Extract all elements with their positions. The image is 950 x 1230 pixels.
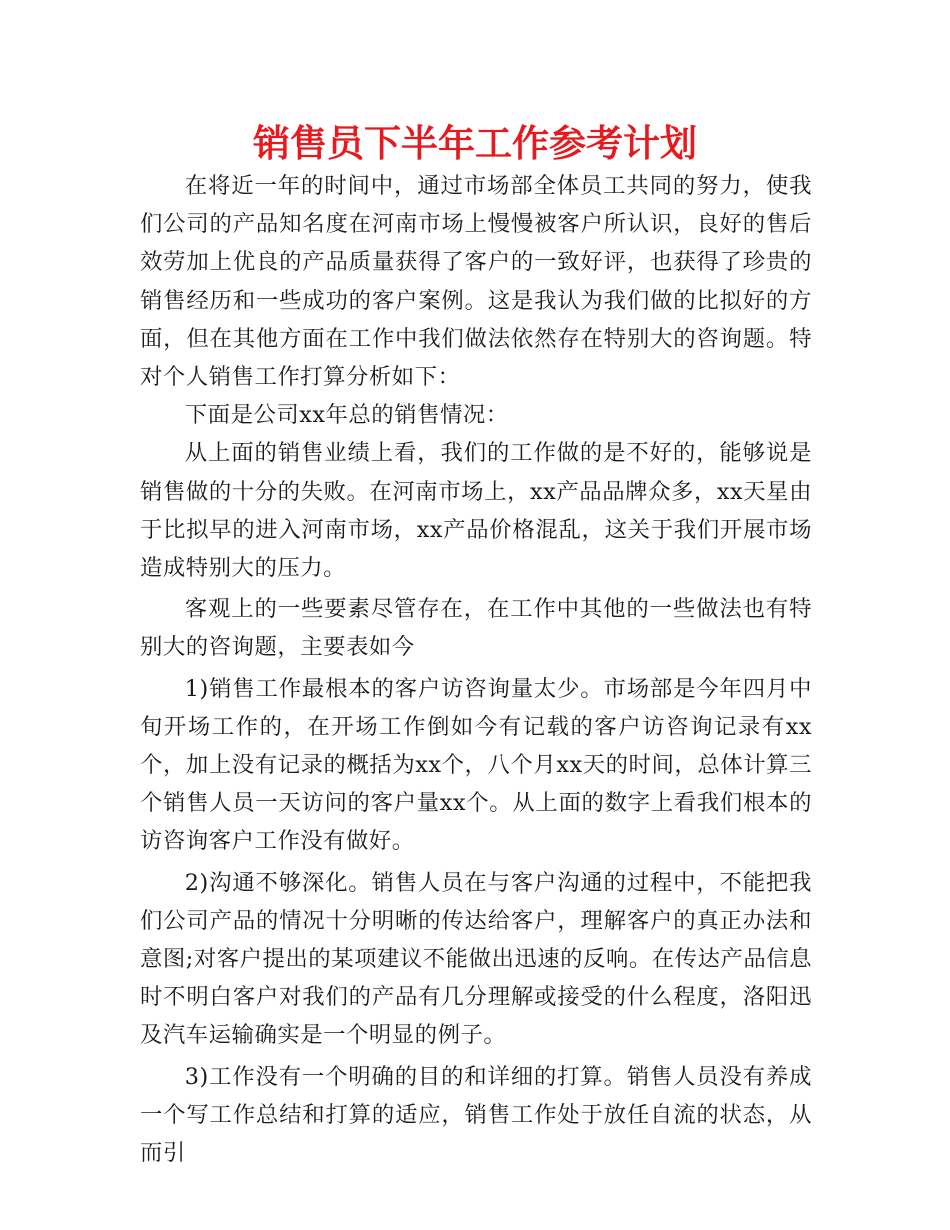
paragraph-point-2: 2)沟通不够深化。销售人员在与客户沟通的过程中，不能把我们公司产品的情况十分明晰的传达给客户，理解客户的真正办法和意图;对客户提出的某项建议不能做出迅速的反响。在传达产品信息时不明白客户对我们的产品有几分理解或接受的什么程度，洛阳迅及汽车运输确实是一个明显的例子。 xyxy=(140,869,812,1049)
paragraph-intro: 在将近一年的时间中，通过市场部全体员工共同的努力，使我们公司的产品知名度在河南市场上慢慢被客户所认识，良好的售后效劳加上优良的产品质量获得了客户的一致好评，也获得了珍贵的销售经历和一些成功的客户案例。这是我认为我们做的比拟好的方面，但在其他方面在工作中我们做法依然存在特别大的咨询题。特对个人销售工作打算分析如下： xyxy=(140,173,812,391)
document-title: 销售员下半年工作参考计划 xyxy=(253,122,697,165)
paragraph-point-3: 3)工作没有一个明确的目的和详细的打算。销售人员没有养成一个写工作总结和打算的适应，销售工作处于放任自流的状态，从而引 xyxy=(140,1063,812,1167)
paragraph-issues: 客观上的一些要素尽管存在，在工作中其他的一些做法也有特别大的咨询题，主要表如今 xyxy=(140,596,812,661)
paragraph-point-1: 1)销售工作最根本的客户访咨询量太少。市场部是今年四月中旬开场工作的，在开场工作倒如今有记载的客户访咨询记录有xx个，加上没有记录的概括为xx个，八个月xx天的时间，总体计算三个销售人员一天访问的客户量xx个。从上面的数字上看我们根本的访咨询客户工作没有做好。 xyxy=(140,675,812,855)
paragraph-performance: 从上面的销售业绩上看，我们的工作做的是不好的，能够说是销售做的十分的失败。在河南市场上，xx产品品牌众多，xx天星由于比拟早的进入河南市场，xx产品价格混乱，这关于我们开展市场造成特别大的压力。 xyxy=(140,440,812,582)
document-body xyxy=(140,167,812,1172)
paragraph-sales-summary: 下面是公司xx年总的销售情况： xyxy=(184,402,509,429)
